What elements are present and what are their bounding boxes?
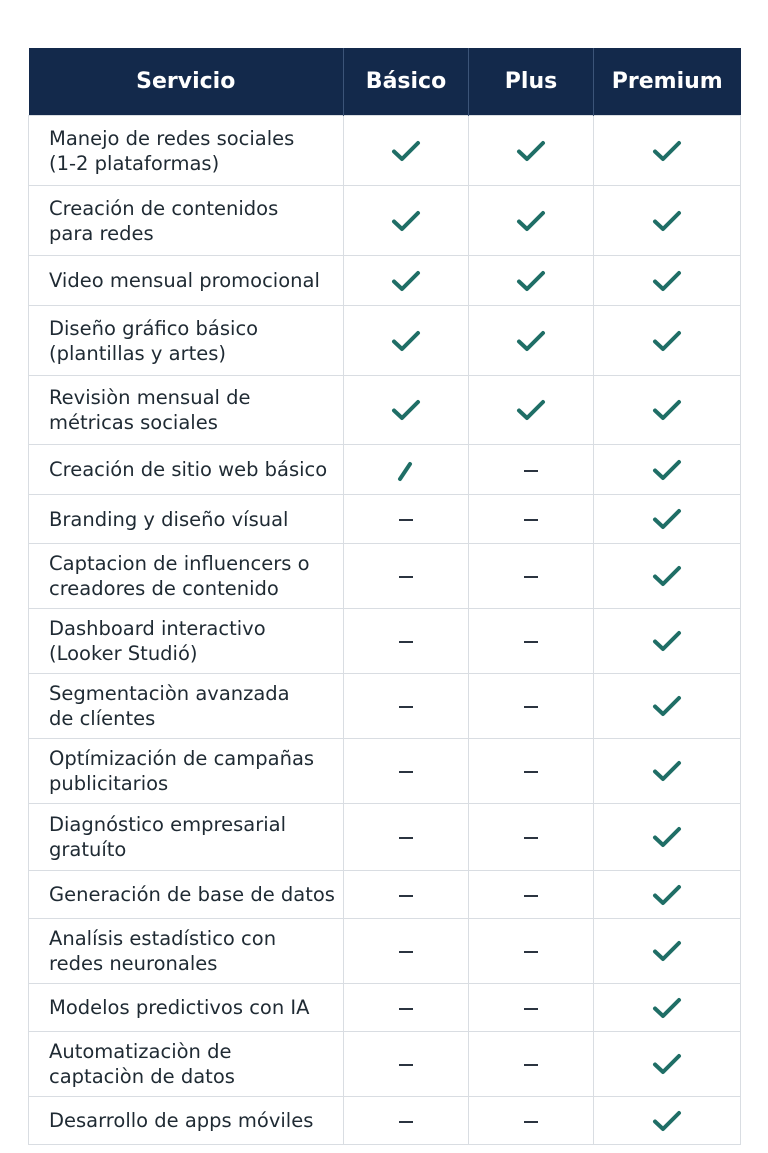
dash-icon xyxy=(399,837,413,839)
tier-cell-premium xyxy=(594,544,741,609)
tier-cell-basico xyxy=(344,116,469,186)
dash-icon xyxy=(524,951,538,953)
dash-icon xyxy=(399,771,413,773)
service-name: Captacion de influencers o creadores de contenido xyxy=(49,552,310,600)
tier-cell-plus xyxy=(469,495,594,544)
dash-icon xyxy=(524,837,538,839)
service-name: Optímización de campañas publicitarios xyxy=(49,747,315,795)
check-icon xyxy=(516,398,546,422)
tier-cell-premium xyxy=(594,445,741,495)
table-row xyxy=(29,544,741,609)
service-name: Branding y diseño vísual xyxy=(49,507,289,531)
service-cell xyxy=(29,376,344,445)
check-icon xyxy=(391,329,421,353)
check-icon xyxy=(652,458,682,482)
table-row xyxy=(29,674,741,739)
service-cell xyxy=(29,739,344,804)
tier-cell-premium xyxy=(594,871,741,919)
tier-cell-basico xyxy=(344,804,469,871)
service-name: Creación de contenidos para redes xyxy=(49,196,279,245)
dash-icon xyxy=(399,1064,413,1066)
service-name: Analísis estadístico con redes neuronales xyxy=(49,927,277,975)
tier-cell-plus xyxy=(469,186,594,256)
partial-check-icon xyxy=(391,458,421,482)
dash-icon xyxy=(524,641,538,643)
tier-cell-basico xyxy=(344,919,469,984)
service-name: Generación de base de datos xyxy=(49,883,335,906)
check-icon xyxy=(391,139,421,163)
dash-icon xyxy=(524,519,538,521)
tier-cell-plus xyxy=(469,445,594,495)
tier-cell-basico xyxy=(344,1032,469,1097)
check-icon xyxy=(652,1109,682,1133)
service-cell xyxy=(29,609,344,674)
check-icon xyxy=(391,398,421,422)
table-row xyxy=(29,871,741,919)
dash-icon xyxy=(524,706,538,708)
tier-cell-basico xyxy=(344,376,469,445)
header-basico: Básico xyxy=(344,48,469,116)
check-icon xyxy=(516,209,546,233)
tier-cell-premium xyxy=(594,984,741,1032)
dash-icon xyxy=(524,1121,538,1123)
tier-cell-plus xyxy=(469,871,594,919)
table-row xyxy=(29,445,741,495)
check-icon xyxy=(652,139,682,163)
service-cell xyxy=(29,674,344,739)
check-icon xyxy=(516,329,546,353)
pricing-comparison xyxy=(28,48,740,1145)
tier-cell-plus xyxy=(469,674,594,739)
service-cell xyxy=(29,186,344,256)
tier-cell-premium xyxy=(594,495,741,544)
dash-icon xyxy=(399,1008,413,1010)
tier-cell-basico xyxy=(344,1097,469,1145)
tier-cell-premium xyxy=(594,674,741,739)
tier-cell-plus xyxy=(469,1097,594,1145)
service-cell xyxy=(29,116,344,186)
tier-cell-plus xyxy=(469,256,594,306)
dash-icon xyxy=(399,706,413,708)
tier-cell-plus xyxy=(469,376,594,445)
table-row xyxy=(29,609,741,674)
service-cell xyxy=(29,445,344,495)
dash-icon xyxy=(399,641,413,643)
tier-cell-premium xyxy=(594,306,741,376)
tier-cell-basico xyxy=(344,306,469,376)
table-row xyxy=(29,984,741,1032)
table-header-row xyxy=(29,48,741,116)
tier-cell-basico xyxy=(344,544,469,609)
check-icon xyxy=(652,694,682,718)
table-row xyxy=(29,256,741,306)
table-row xyxy=(29,804,741,871)
check-icon xyxy=(652,564,682,588)
tier-cell-basico xyxy=(344,495,469,544)
tier-cell-premium xyxy=(594,919,741,984)
tier-cell-plus xyxy=(469,116,594,186)
table-row xyxy=(29,1032,741,1097)
table-row xyxy=(29,306,741,376)
header-plus: Plus xyxy=(469,48,594,116)
tier-cell-basico xyxy=(344,445,469,495)
check-icon xyxy=(652,507,682,531)
dash-icon xyxy=(524,470,538,472)
tier-cell-premium xyxy=(594,186,741,256)
table-row xyxy=(29,376,741,445)
service-name: Diseño gráfico básico (plantillas y artes) xyxy=(49,316,259,365)
service-name: Revisiòn mensual de métricas sociales xyxy=(49,386,251,434)
tier-cell-premium xyxy=(594,804,741,871)
service-name: Creación de sitio web básico xyxy=(49,458,328,481)
header-servicio: Servicio xyxy=(29,48,344,116)
check-icon xyxy=(652,209,682,233)
table-row xyxy=(29,495,741,544)
tier-cell-basico xyxy=(344,674,469,739)
check-icon xyxy=(652,629,682,653)
check-icon xyxy=(652,398,682,422)
tier-cell-plus xyxy=(469,306,594,376)
service-cell xyxy=(29,256,344,306)
check-icon xyxy=(652,883,682,907)
service-cell xyxy=(29,1097,344,1145)
dash-icon xyxy=(399,895,413,897)
header-premium: Premium xyxy=(594,48,741,116)
check-icon xyxy=(652,269,682,293)
check-icon xyxy=(652,996,682,1020)
tier-cell-premium xyxy=(594,256,741,306)
service-cell xyxy=(29,544,344,609)
dash-icon xyxy=(524,771,538,773)
tier-cell-plus xyxy=(469,739,594,804)
service-name: Automatizaciòn de captaciòn de datos xyxy=(49,1040,235,1088)
dash-icon xyxy=(524,895,538,897)
service-name: Diagnóstico empresarial gratuíto xyxy=(49,813,286,861)
tier-cell-premium xyxy=(594,376,741,445)
tier-cell-premium xyxy=(594,116,741,186)
pricing-table xyxy=(28,48,741,1145)
tier-cell-plus xyxy=(469,609,594,674)
dash-icon xyxy=(524,1064,538,1066)
check-icon xyxy=(516,269,546,293)
table-row xyxy=(29,739,741,804)
tier-cell-premium xyxy=(594,739,741,804)
tier-cell-premium xyxy=(594,609,741,674)
tier-cell-plus xyxy=(469,1032,594,1097)
check-icon xyxy=(516,139,546,163)
dash-icon xyxy=(399,576,413,578)
table-body xyxy=(29,116,741,1145)
service-cell xyxy=(29,804,344,871)
tier-cell-plus xyxy=(469,984,594,1032)
tier-cell-basico xyxy=(344,984,469,1032)
service-cell xyxy=(29,306,344,376)
service-name: Manejo de redes sociales (1-2 plataformas) xyxy=(49,126,295,175)
service-name: Modelos predictivos con IA xyxy=(49,996,310,1019)
check-icon xyxy=(652,1052,682,1076)
dash-icon xyxy=(524,576,538,578)
dash-icon xyxy=(524,1008,538,1010)
service-name: Video mensual promocional xyxy=(49,269,320,292)
tier-cell-basico xyxy=(344,739,469,804)
dash-icon xyxy=(399,951,413,953)
service-name: Dashboard interactivo (Looker Studió) xyxy=(49,617,266,665)
service-cell xyxy=(29,919,344,984)
service-cell xyxy=(29,495,344,544)
tier-cell-basico xyxy=(344,609,469,674)
service-cell xyxy=(29,1032,344,1097)
service-cell xyxy=(29,984,344,1032)
tier-cell-basico xyxy=(344,186,469,256)
dash-icon xyxy=(399,1121,413,1123)
table-row xyxy=(29,116,741,186)
check-icon xyxy=(652,329,682,353)
service-name: Segmentaciòn avanzada de clíentes xyxy=(49,682,290,730)
tier-cell-plus xyxy=(469,804,594,871)
table-row xyxy=(29,186,741,256)
check-icon xyxy=(391,269,421,293)
check-icon xyxy=(391,209,421,233)
tier-cell-plus xyxy=(469,544,594,609)
tier-cell-premium xyxy=(594,1032,741,1097)
check-icon xyxy=(652,759,682,783)
tier-cell-basico xyxy=(344,256,469,306)
tier-cell-basico xyxy=(344,871,469,919)
check-icon xyxy=(652,825,682,849)
check-icon xyxy=(652,939,682,963)
table-row xyxy=(29,1097,741,1145)
dash-icon xyxy=(399,519,413,521)
tier-cell-plus xyxy=(469,919,594,984)
tier-cell-premium xyxy=(594,1097,741,1145)
table-row xyxy=(29,919,741,984)
service-cell xyxy=(29,871,344,919)
service-name: Desarrollo de apps móviles xyxy=(49,1109,314,1132)
